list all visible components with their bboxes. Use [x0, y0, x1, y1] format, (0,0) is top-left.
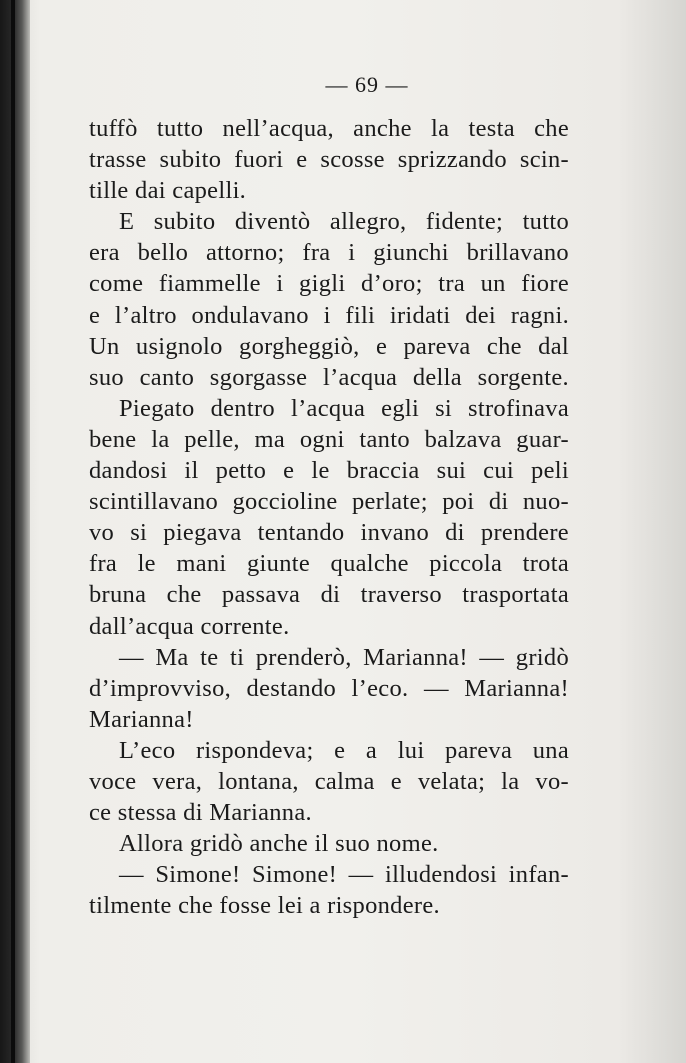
text-line: d’improvviso, destando l’eco. — Marianna! — [89, 674, 569, 702]
text-line: Un usignolo gorgheggiò, e pareva che dal — [89, 332, 569, 360]
text-line: Piegato dentro l’acqua egli si strofinava — [119, 394, 569, 422]
text-line: dandosi il petto e le braccia sui cui peli — [89, 457, 569, 485]
text-line: — Simone! Simone! — illudendosi infan- — [119, 861, 569, 889]
binding-shadow-line — [11, 0, 15, 1063]
text-line: bene la pelle, ma ogni tanto balzava guar- — [89, 425, 569, 453]
text-line: e l’altro ondulavano i fili iridati dei ragni. — [89, 301, 569, 329]
text-line: fra le mani giunte qualche piccola trota — [89, 550, 569, 578]
text-line: Allora gridò anche il suo nome. — [119, 830, 439, 858]
text-line: L’eco rispondeva; e a lui pareva una — [119, 736, 569, 764]
page-number: — 69 — — [325, 72, 409, 97]
text-line: era bello attorno; fra i giunchi brillavano — [89, 239, 569, 267]
text-line: trasse subito fuori e scosse sprizzando scin- — [89, 146, 569, 174]
text-line: ce stessa di Marianna. — [89, 799, 312, 827]
text-line: — Ma te ti prenderò, Marianna! — gridò — [119, 643, 569, 671]
text-line: suo canto sgorgasse l’acqua della sorgente. — [89, 363, 569, 391]
text-line: Marianna! — [89, 705, 194, 733]
text-line: tuffò tutto nell’acqua, anche la testa che — [89, 115, 569, 142]
text-line: dall’acqua corrente. — [89, 612, 290, 640]
body-text — [89, 113, 569, 921]
text-line: tille dai capelli. — [89, 177, 247, 205]
text-line: come fiammelle i gigli d’oro; tra un fiore — [89, 270, 569, 298]
text-line: scintillavano goccioline perlate; poi di nuo- — [89, 488, 569, 516]
text-line: E subito diventò allegro, fidente; tutto — [119, 208, 569, 236]
text-line: tilmente che fosse lei a rispondere. — [89, 892, 440, 920]
text-line: bruna che passava di traverso trasportata — [89, 581, 569, 609]
text-line: vo si piegava tentando invano di prendere — [89, 519, 569, 547]
binding-edge — [0, 0, 30, 1063]
text-line: voce vera, lontana, calma e velata; la vo- — [89, 767, 569, 795]
